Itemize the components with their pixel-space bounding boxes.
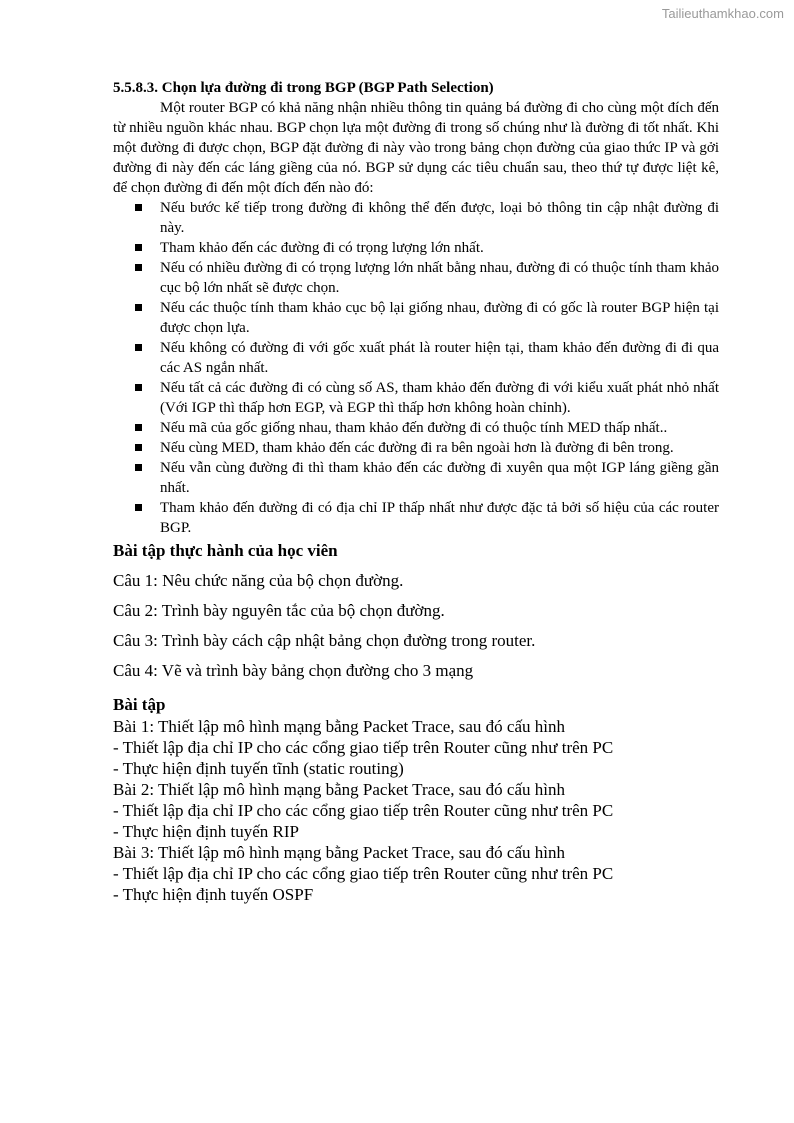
list-item: Nếu bước kế tiếp trong đường đi không thể đến được, loại bỏ thông tin cập nhật đường đi này.: [113, 198, 719, 238]
exercise-line: - Thực hiện định tuyến OSPF: [113, 885, 314, 904]
exercise-line: - Thiết lập địa chỉ IP cho các cổng giao tiếp trên Router cũng như trên PC: [113, 738, 614, 757]
square-bullet-icon: [135, 384, 142, 391]
page-content: [113, 78, 719, 905]
question-1: Câu 1: Nêu chức năng của bộ chọn đường.: [113, 571, 404, 590]
exercise-line: - Thực hiện định tuyến tĩnh (static routing): [113, 759, 404, 778]
square-bullet-icon: [135, 304, 142, 311]
list-item: Nếu tất cả các đường đi có cùng số AS, tham khảo đến đường đi với kiểu xuất phát nhỏ nhất (Với IGP thì thấp hơn EGP, và EGP thì thấp hơn không hoàn chỉnh).: [113, 378, 719, 418]
square-bullet-icon: [135, 464, 142, 471]
practice-heading: Bài tập thực hành của học viên: [113, 541, 338, 560]
question-2: Câu 2: Trình bày nguyên tắc của bộ chọn đường.: [113, 601, 445, 620]
square-bullet-icon: [135, 504, 142, 511]
intro-paragraph: Một router BGP có khả năng nhận nhiều thông tin quảng bá đường đi cho cùng một đích đến từ nhiều nguồn khác nhau. BGP chọn lựa một đường đi trong số chúng như là đường đi tốt nhất. Khi một đường đi được chọn, BGP đặt đường đi này vào trong bảng chọn đường của giao thức IP và gởi đường đi này đến các láng giềng của nó. BGP sử dụng các tiêu chuẩn sau, theo thứ tự được liệt kê, để chọn đường đi đến một đích đến nào đó:: [113, 100, 719, 196]
criteria-list: [113, 198, 719, 538]
exercises-heading: Bài tập: [113, 695, 166, 714]
square-bullet-icon: [135, 444, 142, 451]
section-title: 5.5.8.3. Chọn lựa đường đi trong BGP (BGP Path Selection): [113, 80, 494, 96]
list-item: Nếu các thuộc tính tham khảo cục bộ lại giống nhau, đường đi có gốc là router BGP hiện tại được chọn lựa.: [113, 298, 719, 338]
question-4: Câu 4: Vẽ và trình bày bảng chọn đường cho 3 mạng: [113, 661, 474, 680]
list-item: Nếu vẫn cùng đường đi thì tham khảo đến các đường đi xuyên qua một IGP láng giềng gần nhất.: [113, 458, 719, 498]
exercise-line: Bài 2: Thiết lập mô hình mạng bằng Packet Trace, sau đó cấu hình: [113, 780, 565, 799]
square-bullet-icon: [135, 204, 142, 211]
square-bullet-icon: [135, 424, 142, 431]
exercise-line: - Thực hiện định tuyến RIP: [113, 822, 299, 841]
square-bullet-icon: [135, 264, 142, 271]
list-item: Nếu có nhiều đường đi có trọng lượng lớn nhất bằng nhau, đường đi có thuộc tính tham khảo cục bộ lớn nhất sẽ được chọn.: [113, 258, 719, 298]
list-item: Tham khảo đến đường đi có địa chỉ IP thấp nhất như được đặc tả bởi số hiệu của các router BGP.: [113, 498, 719, 538]
exercise-line: Bài 3: Thiết lập mô hình mạng bằng Packet Trace, sau đó cấu hình: [113, 843, 565, 862]
exercise-line: - Thiết lập địa chỉ IP cho các cổng giao tiếp trên Router cũng như trên PC: [113, 801, 614, 820]
exercise-line: - Thiết lập địa chỉ IP cho các cổng giao tiếp trên Router cũng như trên PC: [113, 864, 614, 883]
watermark-text: Tailieuthamkhao.com: [661, 6, 784, 21]
list-item: Nếu mã của gốc giống nhau, tham khảo đến đường đi có thuộc tính MED thấp nhất..: [113, 418, 719, 438]
exercise-line: Bài 1: Thiết lập mô hình mạng bằng Packet Trace, sau đó cấu hình: [113, 717, 565, 736]
list-item: Nếu cùng MED, tham khảo đến các đường đi ra bên ngoài hơn là đường đi bên trong.: [113, 438, 719, 458]
question-3: Câu 3: Trình bày cách cập nhật bảng chọn đường trong router.: [113, 631, 536, 650]
square-bullet-icon: [135, 344, 142, 351]
list-item: Tham khảo đến các đường đi có trọng lượng lớn nhất.: [113, 238, 719, 258]
list-item: Nếu không có đường đi với gốc xuất phát là router hiện tại, tham khảo đến đường đi đi qua các AS ngắn nhất.: [113, 338, 719, 378]
square-bullet-icon: [135, 244, 142, 251]
